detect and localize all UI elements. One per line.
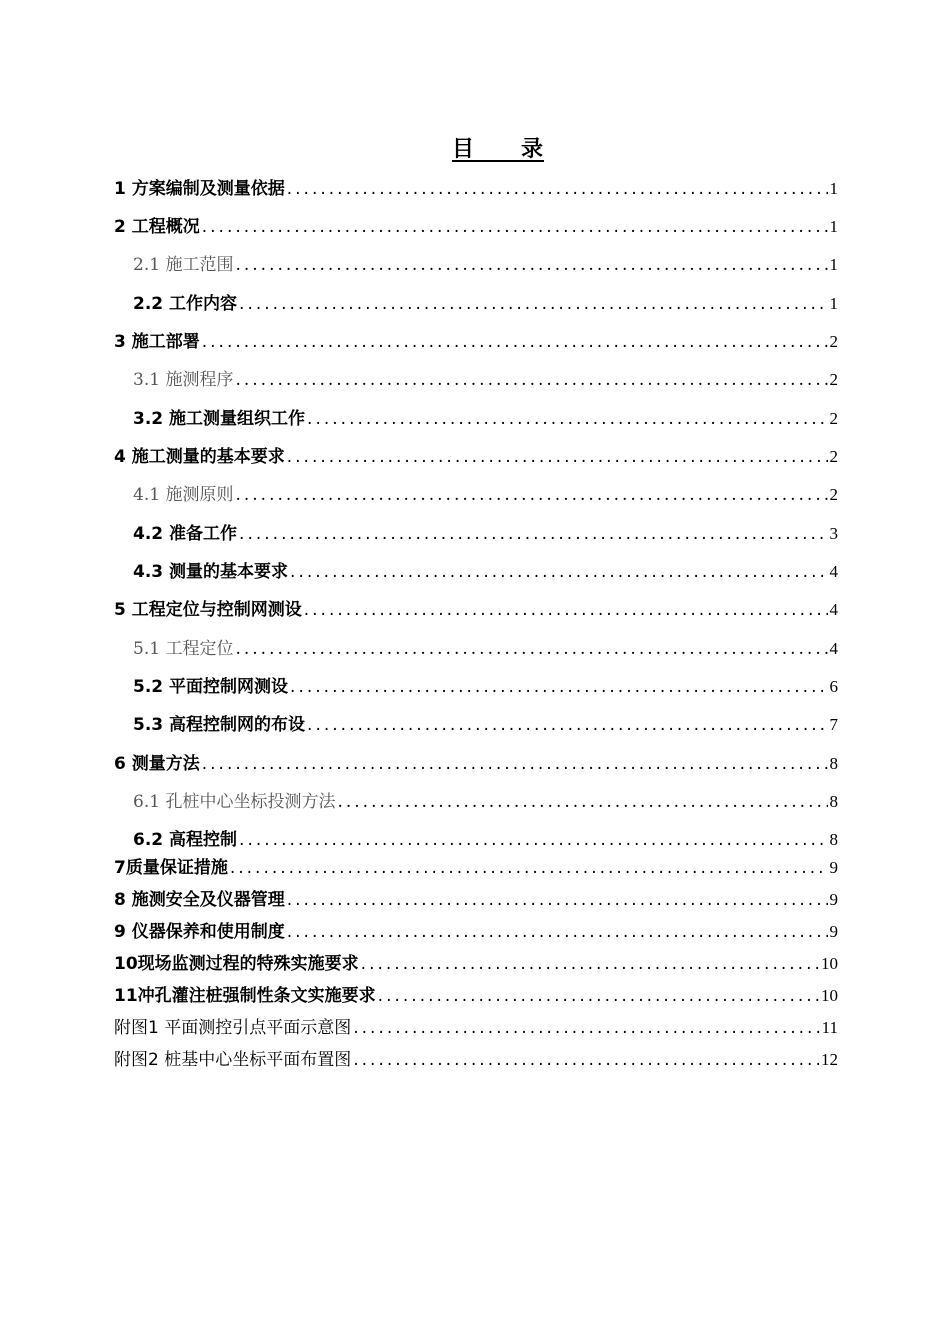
toc-entry[interactable]: [114, 887, 838, 913]
dot-leader: [290, 674, 827, 700]
dot-leader: [235, 482, 827, 508]
dot-leader: [287, 176, 828, 202]
toc-entry-label: 5.2 平面控制网测设: [133, 677, 289, 697]
toc-entry[interactable]: [114, 919, 838, 945]
toc-entry[interactable]: [133, 406, 838, 432]
toc-entry-page: 1: [829, 217, 838, 236]
toc-entry-label: 9 仪器保养和使用制度: [114, 922, 285, 942]
toc-entry[interactable]: [133, 482, 838, 508]
toc-entry[interactable]: [114, 983, 838, 1009]
dot-leader: [230, 855, 828, 881]
dot-leader: [235, 252, 827, 278]
toc-entry-label: 4.3 测量的基本要求: [133, 562, 289, 582]
dot-leader: [361, 951, 819, 977]
dot-leader: [287, 887, 828, 913]
dot-leader: [239, 521, 827, 547]
toc-entry-page: 8: [829, 830, 838, 849]
toc-entry[interactable]: [133, 636, 838, 662]
dot-leader: [235, 367, 827, 393]
toc-entry-label: 4.2 准备工作: [133, 524, 238, 544]
toc-entry-label: 3.2 施工测量组织工作: [133, 409, 306, 429]
dot-leader: [307, 712, 827, 738]
dot-leader: [287, 444, 828, 470]
toc-entry[interactable]: [133, 559, 838, 585]
toc-entry-page: 9: [829, 922, 838, 941]
toc-entry-label: 11冲孔灌注桩强制性条文实施要求: [114, 986, 376, 1006]
toc-entry-label: 3 施工部署: [114, 332, 200, 352]
toc-entry[interactable]: [133, 674, 838, 700]
toc-entry[interactable]: [133, 367, 838, 393]
dot-leader: [235, 636, 827, 662]
toc-entry-page: 4: [829, 639, 838, 658]
toc-entry-label: 4 施工测量的基本要求: [114, 447, 285, 467]
toc-entry-label: 5.1 工程定位: [133, 639, 234, 659]
toc-entry-label: 附图1 平面测控引点平面示意图: [114, 1018, 352, 1038]
toc-entry[interactable]: [114, 176, 838, 202]
toc-entry-label: 5 工程定位与控制网测设: [114, 600, 302, 620]
toc-entry[interactable]: [114, 751, 838, 777]
toc-entry-page: 9: [829, 858, 838, 877]
dot-leader: [337, 789, 827, 815]
toc-entry-page: 2: [829, 485, 838, 504]
dot-leader: [239, 291, 827, 317]
toc-entry[interactable]: [133, 789, 838, 815]
toc-entry[interactable]: [133, 712, 838, 738]
toc-entry-page: 8: [829, 754, 838, 773]
dot-leader: [202, 214, 828, 240]
dot-leader: [353, 1047, 819, 1073]
dot-leader: [287, 919, 828, 945]
toc-entry-label: 6 测量方法: [114, 754, 200, 774]
toc-entry-page: 11: [821, 1018, 838, 1037]
toc-entry-page: 1: [829, 179, 838, 198]
dot-leader: [353, 1015, 819, 1041]
toc-title: 目 录: [451, 136, 544, 162]
toc-entry-page: 4: [829, 600, 838, 619]
toc-entry[interactable]: [133, 252, 838, 278]
toc-entry-label: 7质量保证措施: [114, 858, 228, 878]
toc-entry-label: 1 方案编制及测量依据: [114, 179, 285, 199]
toc-entry-page: 10: [821, 986, 838, 1005]
toc-entry-label: 2 工程概况: [114, 217, 200, 237]
toc-entry[interactable]: [133, 827, 838, 853]
toc-entry[interactable]: [114, 597, 838, 623]
toc-entry-label: 附图2 桩基中心坐标平面布置图: [114, 1050, 352, 1070]
toc-entry-page: 12: [821, 1050, 838, 1069]
toc-entry-page: 10: [821, 954, 838, 973]
toc-entry-label: 5.3 高程控制网的布设: [133, 715, 306, 735]
toc-entry-page: 2: [829, 409, 838, 428]
toc-entry-label: 10现场监测过程的特殊实施要求: [114, 954, 359, 974]
toc-entry[interactable]: [114, 329, 838, 355]
toc-entry-page: 2: [829, 447, 838, 466]
toc-entry[interactable]: [114, 444, 838, 470]
toc-entry-label: 8 施测安全及仪器管理: [114, 890, 285, 910]
dot-leader: [239, 827, 827, 853]
toc-entry[interactable]: [133, 521, 838, 547]
toc-entry-label: 3.1 施测程序: [133, 370, 234, 390]
toc-entry[interactable]: [114, 951, 838, 977]
toc-entry[interactable]: [133, 291, 838, 317]
dot-leader: [378, 983, 819, 1009]
toc-entry-page: 9: [829, 890, 838, 909]
toc-entry-label: 2.2 工作内容: [133, 294, 238, 314]
toc-entry-page: 2: [829, 332, 838, 351]
toc-entry-page: 8: [829, 792, 838, 811]
toc-entry-page: 1: [829, 255, 838, 274]
toc-entry-page: 6: [829, 677, 838, 696]
toc-entry-page: 2: [829, 370, 838, 389]
dot-leader: [304, 597, 828, 623]
toc-entry-label: 2.1 施工范围: [133, 255, 234, 275]
dot-leader: [202, 751, 828, 777]
toc-entry-page: 4: [829, 562, 838, 581]
dot-leader: [307, 406, 827, 432]
toc-entry-label: 6.1 孔桩中心坐标投测方法: [133, 792, 336, 812]
toc-entry[interactable]: [114, 855, 838, 881]
toc-entry-page: 3: [829, 524, 838, 543]
toc-entry[interactable]: [114, 214, 838, 240]
toc-entry[interactable]: [114, 1047, 838, 1073]
toc-entry-label: 4.1 施测原则: [133, 485, 234, 505]
toc-entry-label: 6.2 高程控制: [133, 830, 238, 850]
toc-entry[interactable]: [114, 1015, 838, 1041]
dot-leader: [290, 559, 827, 585]
dot-leader: [202, 329, 828, 355]
toc-entry-page: 7: [829, 715, 838, 734]
toc-entry-page: 1: [829, 294, 838, 313]
